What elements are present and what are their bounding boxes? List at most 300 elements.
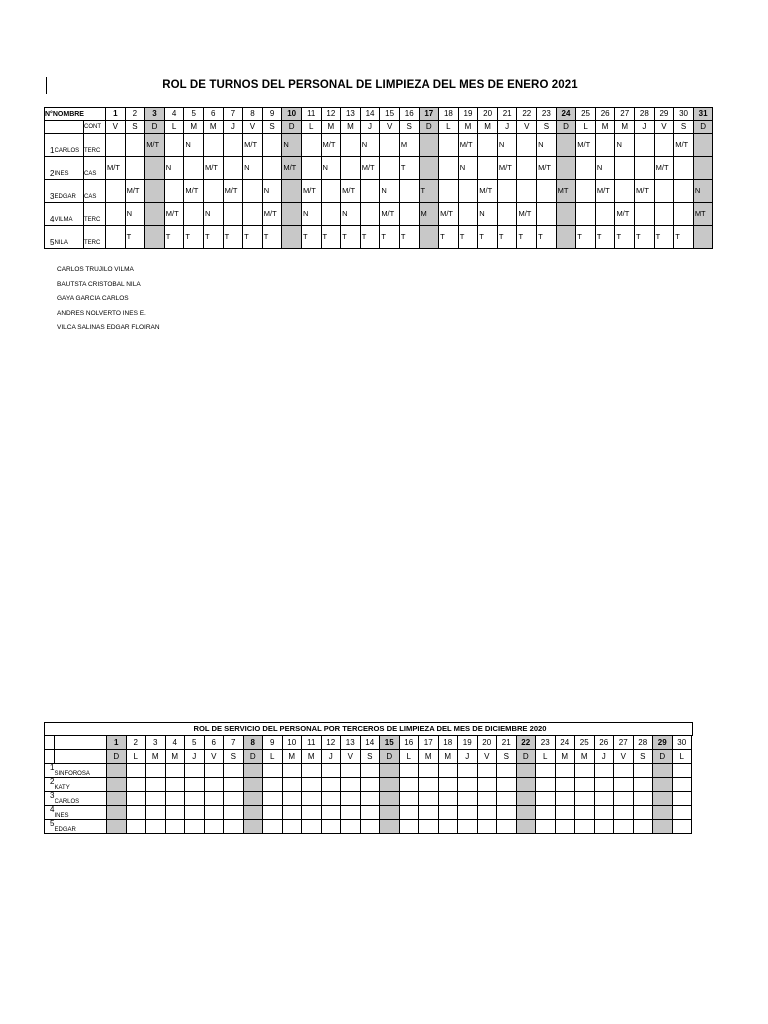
day-number-cell[interactable]: 26	[594, 736, 614, 750]
shift-cell[interactable]: T	[595, 226, 615, 249]
shift-cell[interactable]	[165, 820, 185, 834]
shift-cell[interactable]	[224, 806, 244, 820]
shift-cell[interactable]: T	[301, 226, 321, 249]
shift-cell[interactable]	[595, 203, 615, 226]
row-index-cell[interactable]: 3	[45, 792, 55, 806]
weekday-cell[interactable]: J	[497, 121, 517, 134]
day-number-cell[interactable]: 23	[537, 108, 557, 121]
shift-cell[interactable]	[497, 792, 517, 806]
shift-cell[interactable]	[438, 820, 458, 834]
shift-cell[interactable]	[263, 764, 283, 778]
shift-cell[interactable]: T	[203, 226, 223, 249]
shift-cell[interactable]	[360, 203, 380, 226]
shift-cell[interactable]	[380, 778, 400, 792]
day-number-cell[interactable]: 25	[575, 736, 595, 750]
shift-cell[interactable]	[575, 792, 595, 806]
shift-cell[interactable]	[106, 203, 126, 226]
shift-cell[interactable]: M/T	[223, 180, 243, 203]
shift-cell[interactable]	[301, 157, 321, 180]
shift-cell[interactable]	[438, 778, 458, 792]
shift-cell[interactable]	[145, 157, 165, 180]
shift-cell[interactable]	[145, 203, 165, 226]
shift-cell[interactable]	[282, 778, 302, 792]
row-index-cell[interactable]: 5	[45, 820, 55, 834]
shift-cell[interactable]: N	[301, 203, 321, 226]
shift-cell[interactable]	[419, 820, 439, 834]
day-number-cell[interactable]: 20	[478, 108, 498, 121]
shift-cell[interactable]	[341, 134, 361, 157]
day-number-cell[interactable]: 14	[360, 108, 380, 121]
shift-cell[interactable]	[204, 764, 224, 778]
weekday-cell[interactable]: S	[360, 750, 380, 764]
shift-cell[interactable]	[185, 806, 205, 820]
shift-cell[interactable]: M/T	[458, 134, 478, 157]
shift-cell[interactable]	[126, 820, 146, 834]
shift-cell[interactable]: M/T	[517, 203, 537, 226]
shift-cell[interactable]	[614, 764, 634, 778]
shift-cell[interactable]	[516, 806, 536, 820]
shift-cell[interactable]: T	[654, 226, 674, 249]
shift-cell[interactable]	[419, 792, 439, 806]
contract-cell[interactable]: TERC	[84, 134, 106, 157]
shift-cell[interactable]	[125, 157, 145, 180]
weekday-cell[interactable]: D	[282, 121, 302, 134]
shift-cell[interactable]: M/T	[106, 157, 126, 180]
shift-cell[interactable]	[516, 792, 536, 806]
shift-cell[interactable]: N	[184, 134, 204, 157]
shift-cell[interactable]	[478, 134, 498, 157]
weekday-cell[interactable]: L	[126, 750, 146, 764]
shift-cell[interactable]	[243, 180, 263, 203]
shift-cell[interactable]	[575, 778, 595, 792]
day-number-cell[interactable]: 12	[321, 736, 341, 750]
weekday-cell[interactable]: J	[185, 750, 205, 764]
day-number-cell[interactable]: 9	[263, 736, 283, 750]
shift-cell[interactable]	[438, 764, 458, 778]
shift-cell[interactable]	[439, 180, 459, 203]
shift-cell[interactable]	[321, 203, 341, 226]
shift-cell[interactable]: T	[615, 226, 635, 249]
shift-cell[interactable]: N	[693, 180, 713, 203]
header-blank-cell[interactable]	[45, 750, 55, 764]
shift-cell[interactable]: T	[576, 226, 596, 249]
staff-name-cell[interactable]: INES	[55, 157, 84, 180]
shift-cell[interactable]	[653, 820, 673, 834]
shift-cell[interactable]	[594, 806, 614, 820]
shift-cell[interactable]	[672, 764, 692, 778]
day-number-cell[interactable]: 4	[164, 108, 184, 121]
shift-cell[interactable]	[126, 778, 146, 792]
shift-cell[interactable]: M/T	[537, 157, 557, 180]
weekday-cell[interactable]: M	[302, 750, 322, 764]
staff-name-cell[interactable]: EDGAR	[55, 820, 107, 834]
shift-cell[interactable]: M	[419, 203, 439, 226]
weekday-cell[interactable]: D	[556, 121, 576, 134]
shift-cell[interactable]: N	[341, 203, 361, 226]
shift-cell[interactable]	[203, 134, 223, 157]
shift-cell[interactable]	[301, 134, 321, 157]
row-index-cell[interactable]: 2	[45, 778, 55, 792]
day-number-cell[interactable]: 11	[301, 108, 321, 121]
shift-cell[interactable]	[555, 820, 575, 834]
shift-cell[interactable]: M/T	[341, 180, 361, 203]
shift-cell[interactable]	[165, 778, 185, 792]
weekday-cell[interactable]: J	[223, 121, 243, 134]
shift-cell[interactable]	[477, 792, 497, 806]
shift-cell[interactable]: M/T	[125, 180, 145, 203]
shift-cell[interactable]	[204, 806, 224, 820]
shift-cell[interactable]	[184, 203, 204, 226]
shift-cell[interactable]	[458, 764, 478, 778]
shift-cell[interactable]: T	[380, 226, 400, 249]
shift-cell[interactable]	[341, 157, 361, 180]
day-number-cell[interactable]: 25	[576, 108, 596, 121]
weekday-cell[interactable]: D	[243, 750, 263, 764]
shift-cell[interactable]	[302, 806, 322, 820]
shift-cell[interactable]: M/T	[497, 157, 517, 180]
shift-cell[interactable]	[164, 180, 184, 203]
day-number-cell[interactable]: 17	[419, 108, 439, 121]
shift-cell[interactable]	[633, 820, 653, 834]
weekday-cell[interactable]: S	[125, 121, 145, 134]
shift-cell[interactable]	[556, 203, 576, 226]
day-number-cell[interactable]: 28	[633, 736, 653, 750]
day-number-cell[interactable]: 16	[399, 736, 419, 750]
weekday-cell[interactable]: J	[594, 750, 614, 764]
shift-cell[interactable]	[537, 180, 557, 203]
staff-name-cell[interactable]: SINFOROSA	[55, 764, 107, 778]
shift-cell[interactable]	[556, 134, 576, 157]
weekday-cell[interactable]: M	[478, 121, 498, 134]
day-number-cell[interactable]: 21	[497, 736, 517, 750]
shift-cell[interactable]	[107, 764, 127, 778]
day-number-cell[interactable]: 18	[438, 736, 458, 750]
shift-cell[interactable]	[146, 764, 166, 778]
weekday-cell[interactable]: M	[438, 750, 458, 764]
shift-cell[interactable]	[516, 820, 536, 834]
shift-cell[interactable]	[184, 157, 204, 180]
shift-cell[interactable]	[594, 764, 614, 778]
day-number-cell[interactable]: 11	[302, 736, 322, 750]
shift-cell[interactable]: M/T	[243, 134, 263, 157]
header-blank-cell[interactable]	[45, 121, 84, 134]
weekday-cell[interactable]: M	[615, 121, 635, 134]
shift-cell[interactable]	[497, 180, 517, 203]
weekday-cell[interactable]: L	[263, 750, 283, 764]
shift-cell[interactable]	[145, 226, 165, 249]
weekday-cell[interactable]: D	[516, 750, 536, 764]
shift-cell[interactable]: T	[125, 226, 145, 249]
day-number-cell[interactable]: 6	[203, 108, 223, 121]
shift-cell[interactable]	[146, 792, 166, 806]
shift-cell[interactable]: T	[478, 226, 498, 249]
contract-cell[interactable]: TERC	[84, 203, 106, 226]
shift-cell[interactable]	[223, 203, 243, 226]
day-number-cell[interactable]: 15	[380, 736, 400, 750]
shift-cell[interactable]	[516, 778, 536, 792]
shift-cell[interactable]	[399, 792, 419, 806]
shift-cell[interactable]	[204, 792, 224, 806]
weekday-cell[interactable]: M	[458, 121, 478, 134]
row-index-cell[interactable]: 3	[45, 180, 55, 203]
shift-cell[interactable]	[106, 180, 126, 203]
day-number-cell[interactable]: 31	[693, 108, 713, 121]
shift-cell[interactable]	[556, 226, 576, 249]
shift-cell[interactable]	[399, 778, 419, 792]
shift-cell[interactable]: N	[321, 157, 341, 180]
shift-cell[interactable]: M/T	[262, 203, 282, 226]
shift-cell[interactable]	[614, 806, 634, 820]
shift-cell[interactable]	[282, 764, 302, 778]
shift-cell[interactable]	[654, 134, 674, 157]
shift-cell[interactable]	[282, 226, 302, 249]
day-number-cell[interactable]: 27	[614, 736, 634, 750]
day-number-cell[interactable]: 22	[517, 108, 537, 121]
shift-cell[interactable]	[653, 792, 673, 806]
shift-cell[interactable]	[477, 778, 497, 792]
weekday-cell[interactable]: M	[321, 121, 341, 134]
weekday-cell[interactable]: L	[672, 750, 692, 764]
shift-cell[interactable]: T	[321, 226, 341, 249]
shift-cell[interactable]	[672, 778, 692, 792]
weekday-cell[interactable]: V	[243, 121, 263, 134]
shift-cell[interactable]	[536, 820, 556, 834]
day-number-cell[interactable]: 15	[380, 108, 400, 121]
shift-cell[interactable]	[185, 764, 205, 778]
weekday-cell[interactable]: V	[204, 750, 224, 764]
shift-cell[interactable]	[146, 820, 166, 834]
shift-cell[interactable]	[653, 806, 673, 820]
shift-cell[interactable]	[321, 820, 341, 834]
shift-cell[interactable]	[165, 764, 185, 778]
shift-cell[interactable]: N	[203, 203, 223, 226]
shift-cell[interactable]	[555, 764, 575, 778]
shift-cell[interactable]	[380, 764, 400, 778]
header-blank-cell[interactable]	[45, 736, 55, 750]
shift-cell[interactable]	[477, 806, 497, 820]
shift-cell[interactable]: M/T	[595, 180, 615, 203]
day-number-cell[interactable]: 1	[106, 108, 126, 121]
row-index-cell[interactable]: 1	[45, 134, 55, 157]
day-number-cell[interactable]: 2	[126, 736, 146, 750]
day-number-cell[interactable]: 12	[321, 108, 341, 121]
shift-cell[interactable]	[594, 778, 614, 792]
shift-cell[interactable]	[594, 820, 614, 834]
shift-cell[interactable]: N	[458, 157, 478, 180]
shift-cell[interactable]: M/T	[635, 180, 655, 203]
weekday-cell[interactable]: L	[164, 121, 184, 134]
shift-cell[interactable]	[302, 778, 322, 792]
shift-cell[interactable]	[380, 134, 400, 157]
shift-cell[interactable]	[360, 778, 380, 792]
shift-cell[interactable]	[164, 134, 184, 157]
shift-cell[interactable]	[360, 806, 380, 820]
weekday-cell[interactable]: M	[595, 121, 615, 134]
day-number-cell[interactable]: 21	[497, 108, 517, 121]
shift-cell[interactable]	[555, 806, 575, 820]
shift-cell[interactable]	[185, 792, 205, 806]
staff-name-cell[interactable]: VILMA	[55, 203, 84, 226]
weekday-cell[interactable]: D	[693, 121, 713, 134]
shift-cell[interactable]: T	[184, 226, 204, 249]
shift-cell[interactable]	[360, 180, 380, 203]
shift-cell[interactable]	[517, 134, 537, 157]
shift-cell[interactable]	[693, 134, 713, 157]
shift-cell[interactable]	[302, 764, 322, 778]
weekday-cell[interactable]: M	[419, 750, 439, 764]
shift-cell[interactable]	[321, 764, 341, 778]
shift-cell[interactable]	[633, 778, 653, 792]
shift-cell[interactable]	[146, 778, 166, 792]
shift-cell[interactable]	[224, 764, 244, 778]
row-index-cell[interactable]: 1	[45, 764, 55, 778]
shift-cell[interactable]	[594, 792, 614, 806]
weekday-cell[interactable]: S	[537, 121, 557, 134]
day-number-cell[interactable]: 5	[185, 736, 205, 750]
weekday-cell[interactable]: D	[653, 750, 673, 764]
shift-cell[interactable]: MT	[693, 203, 713, 226]
day-number-cell[interactable]: 17	[419, 736, 439, 750]
contract-cell[interactable]: CAS	[84, 180, 106, 203]
day-number-cell[interactable]: 16	[399, 108, 419, 121]
shift-cell[interactable]	[126, 764, 146, 778]
shift-cell[interactable]: M/T	[145, 134, 165, 157]
weekday-cell[interactable]: V	[614, 750, 634, 764]
shift-cell[interactable]	[537, 203, 557, 226]
shift-cell[interactable]	[419, 806, 439, 820]
weekday-cell[interactable]: J	[360, 121, 380, 134]
day-number-cell[interactable]: 19	[458, 736, 478, 750]
weekday-cell[interactable]: V	[106, 121, 126, 134]
shift-cell[interactable]	[204, 778, 224, 792]
shift-cell[interactable]	[614, 778, 634, 792]
shift-cell[interactable]: T	[497, 226, 517, 249]
weekday-cell[interactable]: S	[399, 121, 419, 134]
shift-cell[interactable]	[243, 203, 263, 226]
weekday-cell[interactable]: M	[282, 750, 302, 764]
weekday-cell[interactable]: M	[575, 750, 595, 764]
shift-cell[interactable]: M/T	[576, 134, 596, 157]
shift-cell[interactable]	[341, 778, 361, 792]
day-number-cell[interactable]: 8	[243, 108, 263, 121]
shift-cell[interactable]	[282, 820, 302, 834]
shift-cell[interactable]	[575, 764, 595, 778]
shift-cell[interactable]	[321, 778, 341, 792]
staff-name-cell[interactable]: CARLOS	[55, 134, 84, 157]
weekday-cell[interactable]: M	[341, 121, 361, 134]
day-number-cell[interactable]: 4	[165, 736, 185, 750]
shift-cell[interactable]	[575, 820, 595, 834]
shift-cell[interactable]	[595, 134, 615, 157]
shift-cell[interactable]	[263, 792, 283, 806]
shift-cell[interactable]: M/T	[321, 134, 341, 157]
day-number-cell[interactable]: 2	[125, 108, 145, 121]
shift-cell[interactable]	[497, 806, 517, 820]
day-number-cell[interactable]: 7	[223, 108, 243, 121]
contract-cell[interactable]: CAS	[84, 157, 106, 180]
weekday-cell[interactable]: M	[203, 121, 223, 134]
day-number-cell[interactable]: 13	[341, 736, 361, 750]
shift-cell[interactable]: T	[223, 226, 243, 249]
day-number-cell[interactable]: 28	[635, 108, 655, 121]
day-number-cell[interactable]: 13	[341, 108, 361, 121]
day-number-cell[interactable]: 10	[282, 108, 302, 121]
shift-cell[interactable]	[497, 778, 517, 792]
shift-cell[interactable]	[674, 157, 694, 180]
weekday-cell[interactable]: V	[380, 121, 400, 134]
n-label[interactable]: N°	[45, 110, 53, 118]
day-number-cell[interactable]: 1	[107, 736, 127, 750]
shift-cell[interactable]	[399, 180, 419, 203]
shift-cell[interactable]	[439, 134, 459, 157]
shift-cell[interactable]	[536, 806, 556, 820]
shift-cell[interactable]	[302, 792, 322, 806]
shift-cell[interactable]	[635, 134, 655, 157]
day-number-cell[interactable]: 19	[458, 108, 478, 121]
weekday-cell[interactable]: S	[633, 750, 653, 764]
shift-cell[interactable]	[654, 180, 674, 203]
shift-cell[interactable]: N	[537, 134, 557, 157]
day-number-cell[interactable]: 29	[653, 736, 673, 750]
day-number-cell[interactable]: 18	[439, 108, 459, 121]
shift-cell[interactable]	[614, 820, 634, 834]
shift-cell[interactable]	[203, 180, 223, 203]
shift-cell[interactable]: T	[164, 226, 184, 249]
day-number-cell[interactable]: 22	[516, 736, 536, 750]
shift-cell[interactable]: N	[615, 134, 635, 157]
weekday-cell[interactable]: V	[654, 121, 674, 134]
shift-cell[interactable]: N	[360, 134, 380, 157]
staff-name-cell[interactable]: EDGAR	[55, 180, 84, 203]
header-blank-cell[interactable]	[55, 750, 107, 764]
weekday-cell[interactable]: L	[301, 121, 321, 134]
shift-cell[interactable]	[693, 157, 713, 180]
shift-cell[interactable]	[672, 806, 692, 820]
shift-cell[interactable]	[419, 226, 439, 249]
shift-cell[interactable]: N	[497, 134, 517, 157]
shift-cell[interactable]: M/T	[203, 157, 223, 180]
shift-cell[interactable]	[243, 764, 263, 778]
shift-cell[interactable]	[107, 778, 127, 792]
shift-cell[interactable]: T	[458, 226, 478, 249]
shift-cell[interactable]	[576, 180, 596, 203]
shift-cell[interactable]	[458, 180, 478, 203]
shift-cell[interactable]	[107, 820, 127, 834]
shift-cell[interactable]	[497, 820, 517, 834]
row-index-cell[interactable]: 5	[45, 226, 55, 249]
shift-cell[interactable]	[126, 806, 146, 820]
shift-cell[interactable]	[380, 820, 400, 834]
shift-cell[interactable]: N	[164, 157, 184, 180]
shift-cell[interactable]	[263, 806, 283, 820]
staff-name-cell[interactable]: KATY	[55, 778, 107, 792]
weekday-cell[interactable]: J	[321, 750, 341, 764]
weekday-cell[interactable]: L	[576, 121, 596, 134]
shift-cell[interactable]	[321, 806, 341, 820]
shift-cell[interactable]	[243, 792, 263, 806]
shift-cell[interactable]	[262, 157, 282, 180]
shift-cell[interactable]	[145, 180, 165, 203]
cont-label-cell[interactable]: CONT	[84, 121, 106, 134]
shift-cell[interactable]	[439, 157, 459, 180]
shift-cell[interactable]	[126, 792, 146, 806]
shift-cell[interactable]	[107, 792, 127, 806]
shift-cell[interactable]: M/T	[380, 203, 400, 226]
shift-cell[interactable]: M/T	[164, 203, 184, 226]
row-index-cell[interactable]: 2	[45, 157, 55, 180]
shift-cell[interactable]: M/T	[184, 180, 204, 203]
shift-cell[interactable]	[536, 778, 556, 792]
